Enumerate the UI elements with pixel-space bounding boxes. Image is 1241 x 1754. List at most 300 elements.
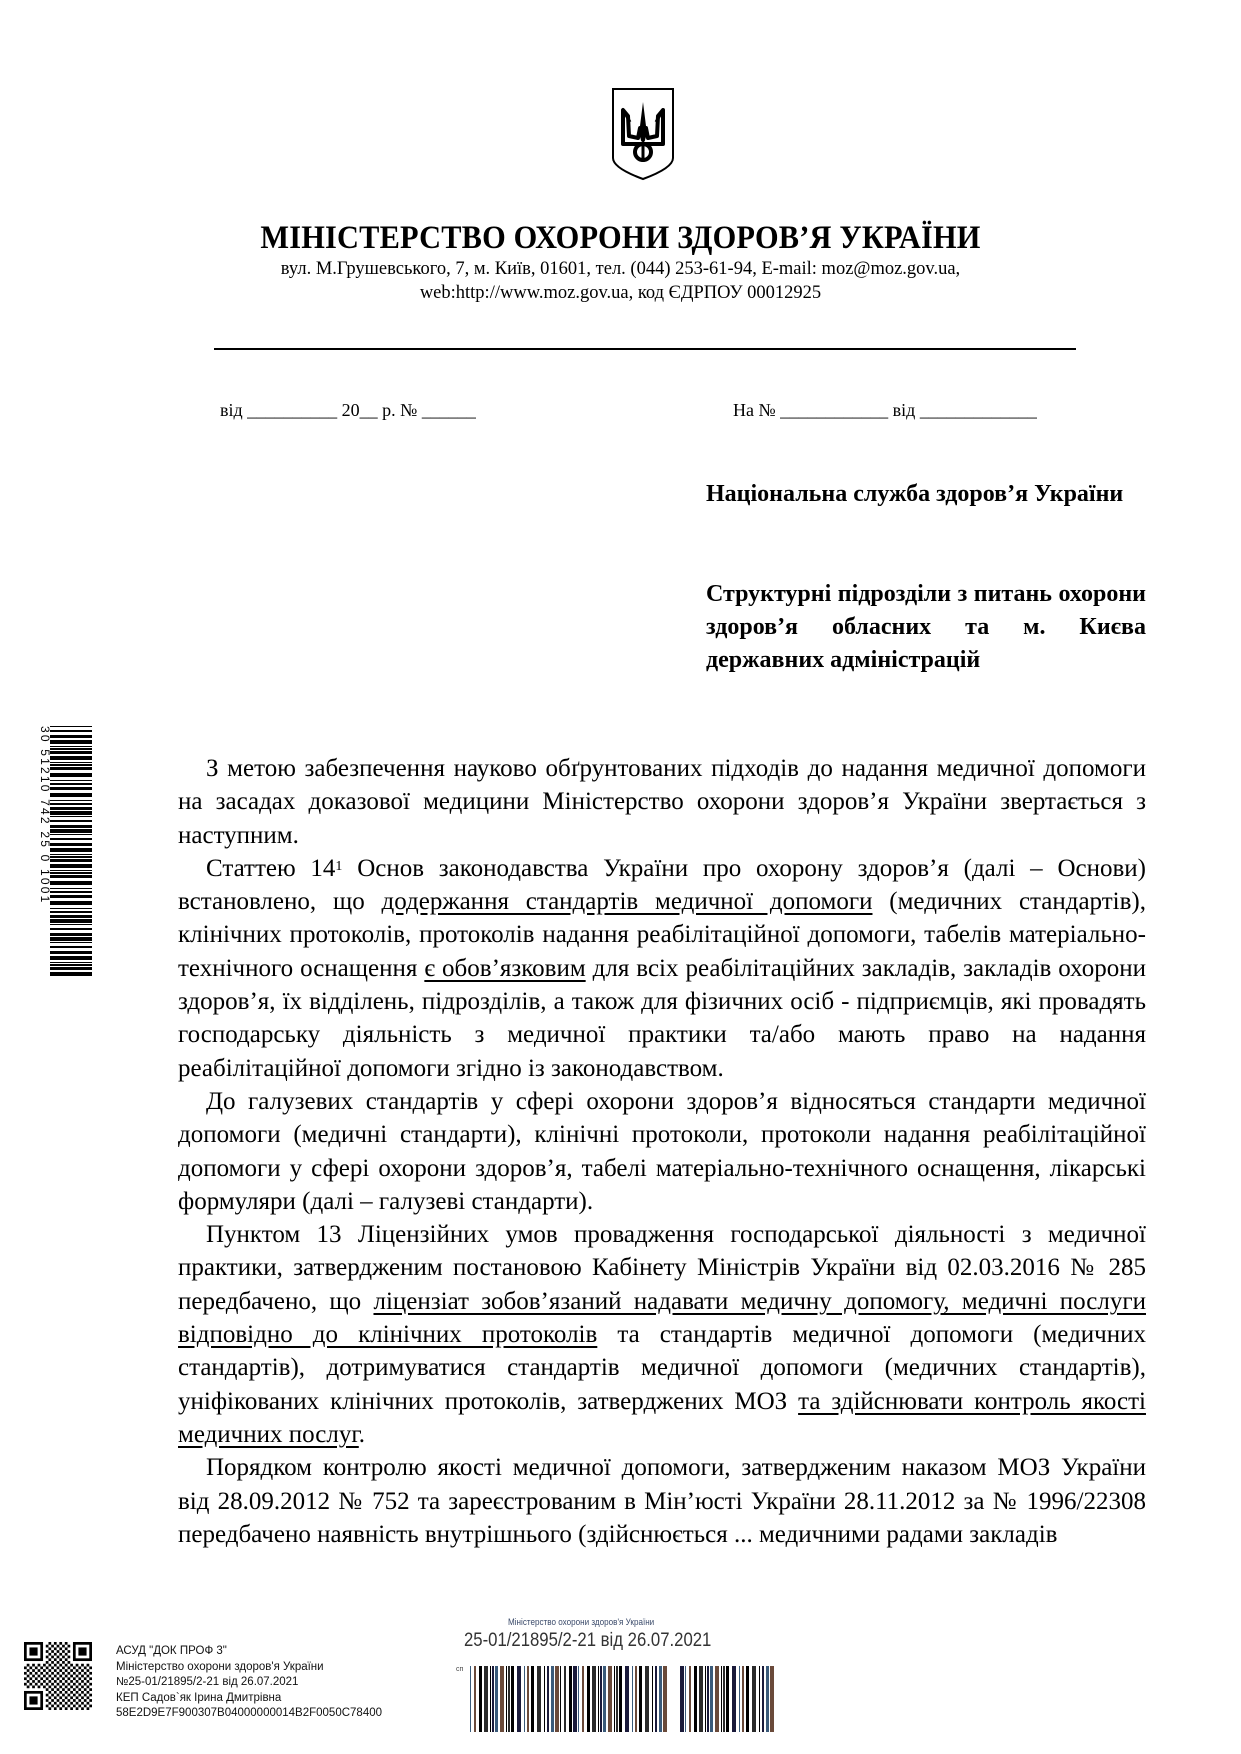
qr-module (59, 1653, 62, 1656)
barcode-bar (663, 1666, 667, 1732)
barcode-bar (608, 1666, 612, 1732)
qr-module (38, 1675, 41, 1678)
qr-module (54, 1642, 57, 1645)
barcode-bar (50, 951, 92, 954)
qr-module (48, 1686, 51, 1689)
qr-module (65, 1702, 68, 1705)
qr-module (59, 1707, 62, 1710)
qr-module (51, 1699, 54, 1702)
barcode-bar (50, 848, 92, 852)
qr-module (76, 1707, 79, 1710)
qr-module (46, 1661, 49, 1664)
qr-module (54, 1707, 57, 1710)
barcode-bar (50, 735, 92, 738)
qr-module (35, 1683, 38, 1686)
barcode-bar (50, 825, 92, 828)
qr-module (32, 1675, 35, 1678)
qr-module (87, 1675, 90, 1678)
qr-module (62, 1694, 65, 1697)
barcode-bar (50, 803, 92, 805)
qr-module (87, 1691, 90, 1694)
qr-module (27, 1664, 30, 1667)
barcode-bar (50, 773, 92, 777)
qr-module (65, 1664, 68, 1667)
addressee-nszu: Національна служба здоров’я України (706, 481, 1124, 507)
barcode-bar (50, 888, 92, 889)
qr-module (38, 1669, 41, 1672)
barcode-bar (470, 1666, 471, 1732)
qr-module (78, 1694, 81, 1697)
qr-module (32, 1669, 35, 1672)
qr-module (70, 1686, 73, 1689)
qr-module (57, 1661, 60, 1664)
qr-module (51, 1705, 54, 1708)
barcode-bar (50, 767, 92, 770)
barcode-bar (511, 1666, 514, 1732)
qr-module (59, 1675, 62, 1678)
qr-module (40, 1666, 43, 1669)
qr-module (29, 1672, 32, 1675)
web-and-code-line: web:http://www.moz.gov.ua, код ЄДРПОУ 00012925 (419, 283, 822, 303)
qr-module (87, 1680, 90, 1683)
qr-module (43, 1664, 46, 1667)
barcode-bar (50, 881, 92, 885)
qr-module (46, 1677, 49, 1680)
barcode-bar (50, 946, 92, 948)
qr-module (38, 1680, 41, 1683)
qr-module (57, 1645, 60, 1648)
barcode-bar (50, 787, 92, 790)
signature-signer: КЕП Садов`як Ірина Дмитрівна (116, 1691, 282, 1704)
body-paragraph (178, 752, 1146, 852)
barcode-bar (50, 911, 92, 913)
qr-module (40, 1672, 43, 1675)
qr-module (46, 1666, 49, 1669)
barcode-bar (50, 800, 92, 801)
qr-module (54, 1696, 57, 1699)
qr-module (46, 1688, 49, 1691)
qr-module (68, 1694, 71, 1697)
qr-module (59, 1686, 62, 1689)
qr-module (48, 1664, 51, 1667)
barcode-bar (50, 919, 92, 923)
qr-module (70, 1664, 73, 1667)
qr-module (81, 1686, 84, 1689)
qr-module (76, 1691, 79, 1694)
barcode-bar (474, 1666, 476, 1732)
barcode-bar (50, 726, 92, 727)
qr-module (76, 1669, 79, 1672)
qr-module (51, 1694, 54, 1697)
qr-module (84, 1677, 87, 1680)
qr-module (70, 1669, 73, 1672)
qr-module (76, 1680, 79, 1683)
qr-module (48, 1680, 51, 1683)
qr-module (27, 1680, 30, 1683)
qr-module (78, 1688, 81, 1691)
barcode-bar (50, 843, 92, 846)
barcode-bar (723, 1666, 725, 1732)
barcode-bar (479, 1666, 482, 1732)
barcode-bar (50, 807, 92, 810)
qr-module (29, 1666, 32, 1669)
qr-module (68, 1650, 71, 1653)
barcode-bar (766, 1666, 769, 1732)
barcode-bar (50, 854, 92, 855)
barcode-bar (50, 924, 92, 925)
barcode-bar (524, 1666, 525, 1732)
barcode-bar (50, 870, 92, 871)
letter-body (178, 752, 1146, 1551)
qr-module (70, 1680, 73, 1683)
qr-module (43, 1686, 46, 1689)
qr-module (27, 1675, 30, 1678)
barcode-bar (50, 895, 92, 898)
barcode-bar (746, 1666, 749, 1732)
qr-module (54, 1653, 57, 1656)
underlined-text: додержання стандартів медичної допомоги (381, 888, 873, 916)
paragraph-text: (медичних стандартів), клінічних протоколів, протоколів надання реабілітаційної допомоги, табелів матеріально-технічного оснащення (178, 888, 1146, 982)
qr-module (54, 1691, 57, 1694)
qr-module (35, 1666, 38, 1669)
qr-module (89, 1683, 92, 1686)
barcode-bar (547, 1666, 549, 1732)
qr-module (24, 1666, 27, 1669)
qr-module (51, 1650, 54, 1653)
qr-module (46, 1650, 49, 1653)
barcode-bar (705, 1666, 706, 1732)
qr-module (54, 1647, 57, 1650)
signature-organization: Міністерство охорони здоров'я України (116, 1660, 324, 1673)
body-paragraph (178, 1218, 1146, 1451)
underlined-text: є обов’язковим (424, 954, 586, 982)
barcode-bar (573, 1666, 577, 1732)
qr-module (51, 1683, 54, 1686)
qr-module (43, 1680, 46, 1683)
barcode-bar (50, 838, 92, 840)
qr-module (62, 1645, 65, 1648)
qr-module (48, 1642, 51, 1645)
barcode-bar (490, 1666, 491, 1732)
barcode-bar (500, 1666, 504, 1732)
qr-module (62, 1650, 65, 1653)
qr-finder (29, 1696, 37, 1704)
barcode-bar (639, 1666, 642, 1732)
qr-module (89, 1694, 92, 1697)
qr-module (68, 1683, 71, 1686)
barcode-bar (50, 956, 92, 960)
header-separator (214, 348, 1076, 350)
qr-module (89, 1672, 92, 1675)
qr-module (57, 1650, 60, 1653)
ministry-title: МІНІСТЕРСТВО ОХОРОНИ ЗДОРОВ’Я УКРАЇНИ (260, 220, 981, 256)
barcode-bar (50, 933, 92, 936)
qr-finder (29, 1647, 37, 1655)
qr-module (43, 1675, 46, 1678)
qr-module (62, 1666, 65, 1669)
qr-module (38, 1686, 41, 1689)
superscript: 1 (335, 858, 343, 874)
barcode-bar (50, 764, 92, 766)
qr-module (70, 1696, 73, 1699)
qr-module (51, 1688, 54, 1691)
barcode-bar (625, 1666, 629, 1732)
incoming-registration: На № ____________ від _____________ (733, 400, 1037, 420)
qr-module (57, 1683, 60, 1686)
barcode-bar (50, 746, 92, 747)
ukraine-trident-icon (610, 86, 676, 182)
qr-module (73, 1677, 76, 1680)
qr-module (87, 1696, 90, 1699)
barcode-bar (652, 1666, 653, 1732)
qr-module (59, 1647, 62, 1650)
qr-module (24, 1672, 27, 1675)
barcode-bar (50, 967, 92, 970)
barcode-bar (50, 872, 92, 874)
qr-module (62, 1699, 65, 1702)
qr-module (65, 1658, 68, 1661)
qr-module (54, 1702, 57, 1705)
qr-module (68, 1699, 71, 1702)
body-paragraph (178, 852, 1146, 1085)
paragraph-text: Статтею 14 (206, 854, 336, 882)
qr-module (51, 1672, 54, 1675)
qr-module (87, 1664, 90, 1667)
qr-module (57, 1688, 60, 1691)
qr-module (57, 1666, 60, 1669)
barcode-bar (569, 1666, 572, 1732)
qr-module (59, 1680, 62, 1683)
barcode-bar (50, 908, 92, 909)
barcode-bar (50, 891, 92, 893)
barcode-bar (721, 1666, 722, 1732)
qr-module (57, 1705, 60, 1708)
qr-module (29, 1683, 32, 1686)
qr-module (81, 1664, 84, 1667)
barcode-bar (50, 793, 92, 797)
qr-module (59, 1658, 62, 1661)
address-line: вул. М.Грушевського, 7, м. Київ, 01601, тел. (044) 253-61-94, E-mail: moz@moz.gov.ua, (280, 259, 961, 279)
qr-module (81, 1669, 84, 1672)
qr-module (65, 1675, 68, 1678)
barcode-bar (50, 756, 92, 760)
qr-module (81, 1680, 84, 1683)
qr-module (89, 1705, 92, 1708)
barcode-bar (587, 1666, 590, 1732)
qr-module (59, 1702, 62, 1705)
qr-module (81, 1696, 84, 1699)
qr-module (27, 1686, 30, 1689)
qr-module (84, 1699, 87, 1702)
qr-module (89, 1677, 92, 1680)
qr-module (54, 1680, 57, 1683)
qr-module (65, 1680, 68, 1683)
qr-module (68, 1645, 71, 1648)
qr-module (57, 1672, 60, 1675)
barcode-bar (592, 1666, 596, 1732)
qr-module (27, 1669, 30, 1672)
barcode-bar (564, 1666, 566, 1732)
barcode-bar (50, 811, 92, 815)
barcode-bar (50, 730, 92, 732)
qr-module (48, 1658, 51, 1661)
qr-module (38, 1664, 41, 1667)
barcode-bar (680, 1666, 684, 1732)
qr-module (84, 1694, 87, 1697)
qr-module (32, 1680, 35, 1683)
paragraph-text: . (358, 1420, 366, 1448)
barcode-bar (492, 1666, 494, 1732)
qr-module (76, 1675, 79, 1678)
qr-module (70, 1702, 73, 1705)
qr-module (24, 1683, 27, 1686)
qr-module (48, 1675, 51, 1678)
qr-module (54, 1675, 57, 1678)
barcode-bar (50, 856, 92, 858)
barcode-bar (50, 780, 92, 781)
qr-module (68, 1656, 71, 1659)
barcode-bar (578, 1666, 579, 1732)
qr-module (59, 1691, 62, 1694)
qr-module (57, 1656, 60, 1659)
qr-module (40, 1677, 43, 1680)
qr-module (48, 1696, 51, 1699)
qr-module (78, 1672, 81, 1675)
signature-certificate-id: 58E2D9E7F900307B04000000014B2F0050C78400 (116, 1707, 383, 1719)
paragraph-text: До галузевих стандартів у сфері охорони здоров’я відносяться стандарти медичної допомоги (медичні стандарти), клінічні протоколи, протоколи надання реабілітаційної допомоги у сфері охорони здоров’я, табелі матеріально-технічного оснащення, лікарські формуляри (далі – галузеві стандарти). (178, 1087, 1146, 1215)
qr-module (89, 1688, 92, 1691)
barcode-bar (531, 1666, 534, 1732)
qr-module (62, 1661, 65, 1664)
qr-module (59, 1696, 62, 1699)
qr-module (65, 1686, 68, 1689)
stamp-prefix: сп (456, 1666, 464, 1673)
qr-module (73, 1705, 76, 1708)
qr-module (46, 1645, 49, 1648)
qr-module (68, 1661, 71, 1664)
qr-module (51, 1677, 54, 1680)
qr-module (48, 1669, 51, 1672)
barcode-bar (752, 1666, 756, 1732)
barcode-bar (726, 1666, 729, 1732)
qr-module (54, 1658, 57, 1661)
qr-module (73, 1666, 76, 1669)
qr-module (87, 1686, 90, 1689)
qr-module (57, 1694, 60, 1697)
barcode-bar (710, 1666, 713, 1732)
barcode-bar (659, 1666, 662, 1732)
barcode-bar (50, 928, 92, 930)
qr-code-icon (24, 1642, 92, 1710)
qr-module (65, 1696, 68, 1699)
qr-module (84, 1688, 87, 1691)
barcode-bar (50, 820, 92, 822)
qr-module (51, 1645, 54, 1648)
qr-module (76, 1686, 79, 1689)
barcode-bar (619, 1666, 622, 1732)
qr-module (78, 1705, 81, 1708)
body-paragraph (178, 1451, 1146, 1551)
signature-document-number: №25-01/21895/2-21 від 26.07.2021 (116, 1676, 299, 1688)
barcode-bar (537, 1666, 541, 1732)
barcode-bar (50, 915, 92, 918)
barcode-bar (560, 1666, 561, 1732)
qr-module (48, 1691, 51, 1694)
addressee-regional-departments: Структурні підрозділи з питань охорони здоров’я обласних та м. Києва державних адміністрацій (706, 581, 1146, 673)
barcode-bar (50, 783, 92, 785)
qr-module (46, 1694, 49, 1697)
body-paragraph (178, 1085, 1146, 1218)
barcode-bar (616, 1666, 618, 1732)
qr-module (73, 1694, 76, 1697)
paragraph-text: та стандартів медичної допомоги (медичних стандартів), дотримуватися стандартів медичної допомоги (медичних стандартів), уніфікованих клінічних протоколів, затверджених МОЗ (178, 1321, 1147, 1415)
barcode-bar (645, 1666, 649, 1732)
qr-module (84, 1683, 87, 1686)
qr-module (59, 1642, 62, 1645)
qr-module (59, 1664, 62, 1667)
barcode-bar (699, 1666, 703, 1732)
stamp-organization: Міністерство охорони здоров'я України (508, 1617, 655, 1627)
qr-module (59, 1669, 62, 1672)
qr-module (68, 1705, 71, 1708)
qr-module (87, 1707, 90, 1710)
barcode-bar (50, 816, 92, 817)
qr-module (65, 1707, 68, 1710)
barcode-bar (517, 1666, 521, 1732)
qr-module (87, 1669, 90, 1672)
barcode-bar (50, 864, 92, 868)
qr-module (48, 1653, 51, 1656)
barcode-bar (770, 1666, 774, 1732)
signature-system: АСУД "ДОК ПРОФ 3" (116, 1645, 227, 1657)
barcode-bar (555, 1666, 559, 1732)
barcode-bar (527, 1666, 529, 1732)
qr-module (32, 1664, 35, 1667)
paragraph-text: Пунктом 13 Ліцензійних умов провадження господарської діяльності з медичної практики, затвердженим постановою Кабінету Міністрів України від 02.03.2016 № 285 передбачено, що (178, 1221, 1146, 1315)
barcode-bar (544, 1666, 545, 1732)
qr-module (70, 1675, 73, 1678)
qr-module (46, 1699, 49, 1702)
qr-module (29, 1677, 32, 1680)
qr-module (65, 1669, 68, 1672)
underlined-text: ліцензіат зобов’язаний надавати медичну допомогу, медичні послуги відповідно до клінічних протоколів (178, 1287, 1146, 1349)
barcode-bar (742, 1666, 744, 1732)
qr-module (87, 1702, 90, 1705)
barcode-bar (632, 1666, 633, 1732)
barcode-bar (506, 1666, 507, 1732)
qr-module (70, 1707, 73, 1710)
barcode-bar (50, 964, 92, 966)
barcode-bar (685, 1666, 686, 1732)
qr-module (84, 1705, 87, 1708)
qr-module (62, 1672, 65, 1675)
qr-module (32, 1686, 35, 1689)
qr-module (81, 1702, 84, 1705)
barcode-bar (603, 1666, 606, 1732)
qr-module (62, 1677, 65, 1680)
qr-module (54, 1686, 57, 1689)
qr-module (48, 1647, 51, 1650)
qr-module (73, 1683, 76, 1686)
barcode-bar (50, 748, 92, 750)
qr-module (46, 1705, 49, 1708)
qr-module (73, 1672, 76, 1675)
qr-module (43, 1669, 46, 1672)
qr-module (81, 1707, 84, 1710)
barcode-bar (551, 1666, 554, 1732)
qr-module (46, 1656, 49, 1659)
qr-module (24, 1677, 27, 1680)
